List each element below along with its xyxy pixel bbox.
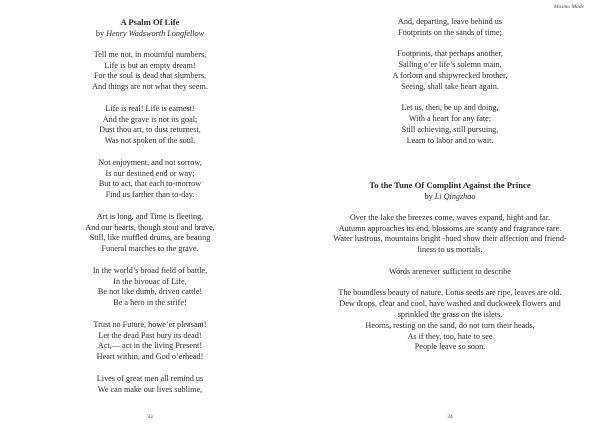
poem-line: And the grave is not its goal;	[102, 114, 198, 124]
poem-line: Over the lake the breezes come, waves expand, hight and far.	[349, 212, 551, 222]
poem-line: Footprints on the sands of time;	[398, 27, 502, 37]
stanza	[310, 288, 590, 353]
poem-line: But to act, that each to-morrow	[98, 179, 202, 189]
poem-title: To the Tune Of Complint Against the Prince	[369, 180, 531, 190]
poem-line: In the bivouac of Life,	[113, 276, 187, 286]
poem-line: Sailing o’er life’s solemn main,	[398, 60, 502, 70]
stanza	[310, 103, 590, 146]
stanza	[10, 374, 290, 396]
poem-line: Dust thou art, to dust returnest,	[99, 125, 201, 135]
poem-byline	[10, 28, 290, 39]
complaint-against-prince-poem	[310, 180, 590, 353]
poem-line: And things are not what they seem.	[92, 82, 208, 92]
page-number: 33	[147, 414, 153, 420]
poem-line: People leave so soon.	[414, 342, 486, 352]
poem-line: Learn to labor and to wait.	[406, 135, 494, 145]
poem-line: Water lustrous, mountains bright -hued show their affection and friend-	[333, 234, 567, 244]
poem-line: As if they, too, hate to see	[407, 331, 493, 341]
poem-line: And, departing, leave behind us	[397, 17, 503, 26]
poem-line: Let us, then, be up and doing,	[401, 103, 499, 113]
poem-byline	[310, 191, 590, 202]
byline-prefix: by	[95, 29, 105, 38]
poem-line: Let the dead Past bury its dead!	[98, 330, 202, 340]
stanza	[10, 158, 290, 201]
stanza	[10, 212, 290, 255]
psalm-of-life-poem	[10, 17, 290, 395]
stanza	[10, 266, 290, 309]
poem-line: Funeral marches to the grave.	[101, 244, 199, 254]
poem-line: Life is but an empty dream!	[104, 60, 196, 70]
poem-line: Footprints, that perhaps another,	[397, 49, 503, 59]
poem-line: Find us farther than to-day.	[105, 190, 195, 200]
stanza	[310, 49, 590, 92]
poem-title: A Psalm Of Life	[120, 17, 180, 27]
poem-line: sprinkled the grass on the islets.	[397, 309, 503, 319]
poem-line: Art is long, and Time is fleeting,	[96, 211, 204, 221]
poem-line: Heorns, resting on the sand, do not turn their heads,	[365, 320, 535, 330]
poem-line: A forlorn and shipwrecked brother,	[392, 70, 508, 80]
running-head: Mosmo Made	[553, 4, 584, 10]
poem-line: Act,— act in the living Present!	[97, 341, 203, 351]
poem-line: Be not like dumb, driven cattle!	[97, 287, 203, 297]
stanza	[10, 320, 290, 363]
byline-prefix: by	[424, 192, 433, 201]
stanza	[10, 50, 290, 93]
poem-line: Seeing, shall take heart again.	[401, 81, 499, 91]
poem-line: liness to us mortals.	[417, 245, 483, 255]
poem-line: Tell me not, in mournful numbers,	[93, 49, 207, 59]
poem-line: Autumn approaches its end, blossoms are scanty and fragrance rare.	[338, 223, 562, 233]
poem-line: Still, like muffled drums, are beating	[89, 233, 211, 243]
poem-line: Still achieving, still pursuing,	[401, 124, 499, 134]
poem-line: Life is real! Life is earnest!	[105, 103, 195, 113]
poem-line: In the world’s broad field of battle,	[92, 265, 208, 275]
poem-line: Dew drops, clear and cool, have washed and duckweek flowers and	[339, 299, 561, 309]
poem-line: Trust no Future, howe’er pleasant!	[93, 319, 207, 329]
poem-line: We can make our lives sublime,	[97, 384, 203, 394]
poem-line: Words arenever sufficient to describe	[389, 266, 511, 276]
poem-author: Li Qingzhao	[434, 192, 476, 201]
poem-line: And our hearts, though stout and brave,	[85, 222, 215, 232]
poem-line: For the soul is dead that slumbers,	[93, 71, 207, 81]
poem-line: Heart within, and God o’erhead!	[96, 352, 204, 362]
stanza	[310, 17, 590, 39]
right-page	[300, 0, 600, 424]
poem-line: The boundless beauty of nature, Lotus seeds are ripe, leaves are old.	[338, 288, 562, 298]
poem-line: Be a hero in the strife!	[113, 298, 187, 308]
poem-line: Lives of great men all remind us	[96, 373, 204, 383]
psalm-of-life-continuation	[310, 17, 590, 147]
poem-line: Was not spoken of the soul.	[104, 136, 196, 146]
poem-line: Not enjoyment, and not sorrow,	[98, 157, 202, 167]
stanza	[310, 267, 590, 278]
poem-line: With a heart for any fate;	[408, 114, 492, 124]
stanza	[10, 104, 290, 147]
poem-line: Is our destined end or way;	[105, 168, 195, 178]
poem-author: Henry Wadsworth Longfellow	[106, 29, 205, 38]
stanza	[310, 213, 590, 256]
page-number: 34	[447, 414, 453, 420]
